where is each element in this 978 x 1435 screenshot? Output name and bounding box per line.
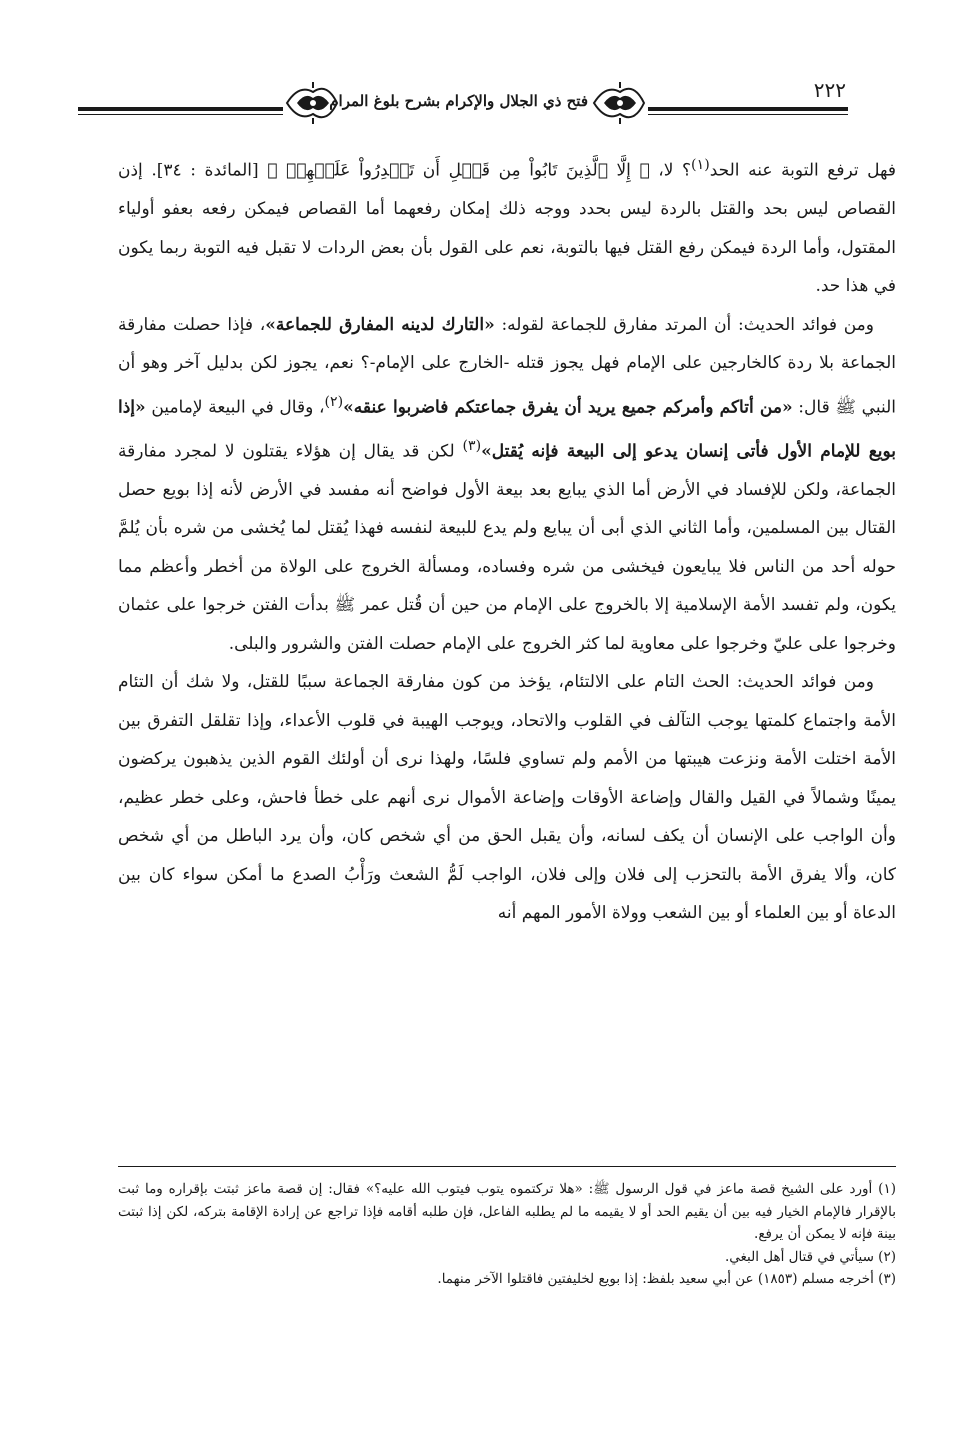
text-run: ، فإذا حصلت مفارقة الجماعة بلا ردة كالخارجين على الإمام فهل يجوز قتله -الخارج على الإمام-؟ نعم، يجوز لكن بدليل آخر وهو أن النبي ﷺ قال: bbox=[118, 314, 896, 418]
footnote-separator bbox=[118, 1166, 896, 1167]
hadith-quote: «التارك لدينه المفارق للجماعة» bbox=[265, 314, 495, 335]
book-title: فتح ذي الجلال والإكرام بشرح بلوغ المرام bbox=[329, 92, 588, 110]
footnotes bbox=[118, 1178, 896, 1291]
hadith-quote: «من أتاكم وأمركم جميع يريد أن يفرق جماعتكم فاضربوا عنقه» bbox=[343, 397, 793, 418]
footnote-ref-1: (١) bbox=[691, 157, 710, 173]
hadith-quote: «إذا بويع للإمام الأول فأتى إنسان يدعو إلى البيعة فإنه يُقتل» bbox=[118, 397, 896, 462]
body-text bbox=[118, 146, 896, 933]
footnote-2: (٢) سيأتي في قتال أهل البغي. bbox=[724, 1248, 896, 1265]
footnote-ref-2: (٢) bbox=[324, 393, 344, 410]
footnote-ref-3: (٣) bbox=[462, 437, 482, 454]
text-run: ومن فوائد الحديث: الحث التام على الالتئام، يؤخذ من كون مفارقة الجماعة سببًا للقتل، ولا شك أن التئام الأمة واجتماع كلمتها يوجب التآلف في القلوب والاتحاد، ويوجب الهيبة في قلوب الأعداء، وإذا تقلقل التفرق بين الأمة اختلت الأمة ونزعت هيبتها من الأمم ولم تساوي فلسًا، ولهذا نرى أن أولئك القوم الذين يذهبون يركضون يمينًا وشمالاً في القيل والقال وإضاعة الأوقات وإضاعة الأموال نرى أنهم على خطأ فاحش، وعلى خطر عظيم، وأن الواجب على الإنسان أن يكف لسانه، وأن يقبل الحق من أي شخص كان، وأن يرد الباطل من أي شخص كان، وألا يفرق الأمة بالتحزب إلى فلان وإلى فلان، الواجب لَمُّ الشعث ورَأْبُ الصدع ما أمكن سواء كان بين الدعاة أو بين العلماء أو بين الشعب وولاة الأمور المهم أنه bbox=[118, 672, 896, 924]
text-run: ؟ لا، ﴿ إِلَّا ٱلَّذِينَ تَابُواْ مِن قَبۡلِ أَن تَقۡدِرُواْ عَلَيۡهِمۡ ﴾ [المائدة : ٣٤]. إذن القصاص ليس بحد والقتل بالردة ليس بحدد ووجه ذلك إمكان رفعهما أما القصاص فيمكن رفعه بعفو أولياء المقتول، وأما الردة فيمكن رفع القتل فيها بالتوبة، نعم على القول بأن بعض الردات لا تقبل فيه التوبة ربما يكون في هذا حد. bbox=[118, 160, 896, 297]
footnote-3: (٣) أخرجه مسلم (١٨٥٣) عن أبي سعيد بلفظ: إذا بويع لخليفتين فاقتلوا الآخر منهما. bbox=[437, 1271, 896, 1287]
page-number: ٢٢٢ bbox=[813, 78, 846, 102]
text-run: فهل ترفع التوبة عنه الحد bbox=[709, 160, 897, 181]
text-run: ، وقال في البيعة لإمامين bbox=[145, 397, 325, 418]
title-cartouche bbox=[283, 78, 648, 128]
text-run: ومن فوائد الحديث: أن المرتد مفارق للجماعة لقوله: bbox=[494, 314, 874, 335]
footnote-1: (١) أورد على الشيخ قصة ماعز في قول الرسول ﷺ: «هلا تركتموه يتوب فيتوب الله عليه؟» فقال: إن قصة ماعز ثبتت بإقراره وما ثبت بالإقرار فالإمام الخيار فيه بين أن يقيم الحد أو لا يقيمه ما لم يطلبه الفاعل، فإن طلبه أقامه فإذا تراجع عن إرادة الإقامة بتركه، لكن إذا ثبتت بينة فإنه لا يمكن أن يرفع. bbox=[118, 1181, 896, 1242]
ornament-right-icon bbox=[590, 80, 648, 126]
paragraph-1 bbox=[118, 146, 896, 306]
ornament-left-icon bbox=[283, 80, 341, 126]
text-run: لكن قد يقال إن هؤلاء يقتلون لا لمجرد مفارقة الجماعة، ولكن للإفساد في الأرض أما الذي يبايع بعد بيعة الأول فواضح أنه مفسد في الأرض لأنه إذا بويع حصل القتال بين المسلمين، وأما الثاني الذي أبى أن يبايع ولم يدع للبيعة لنفسه فهذا يُقتل لما يُخشى من شره بأن يُلمَّ حوله أحد من الناس فلا يبايعون فيخشى من شره وفساده، ومسألة الخروج على الولاة من أخطر وأعظم مما يكون، ولم تفسد الأمة الإسلامية إلا بالخروج على الإمام من حين أن قُتل عمر ﷺ بدأت الفتن خرجوا على عثمان وخرجوا على عليّ وخرجوا على معاوية لما كثر الخروج على الإمام حصلت الفتن والشرور والبلى. bbox=[118, 441, 896, 654]
paragraph-2 bbox=[118, 306, 896, 664]
paragraph-3 bbox=[118, 663, 896, 933]
page-header bbox=[78, 72, 848, 132]
